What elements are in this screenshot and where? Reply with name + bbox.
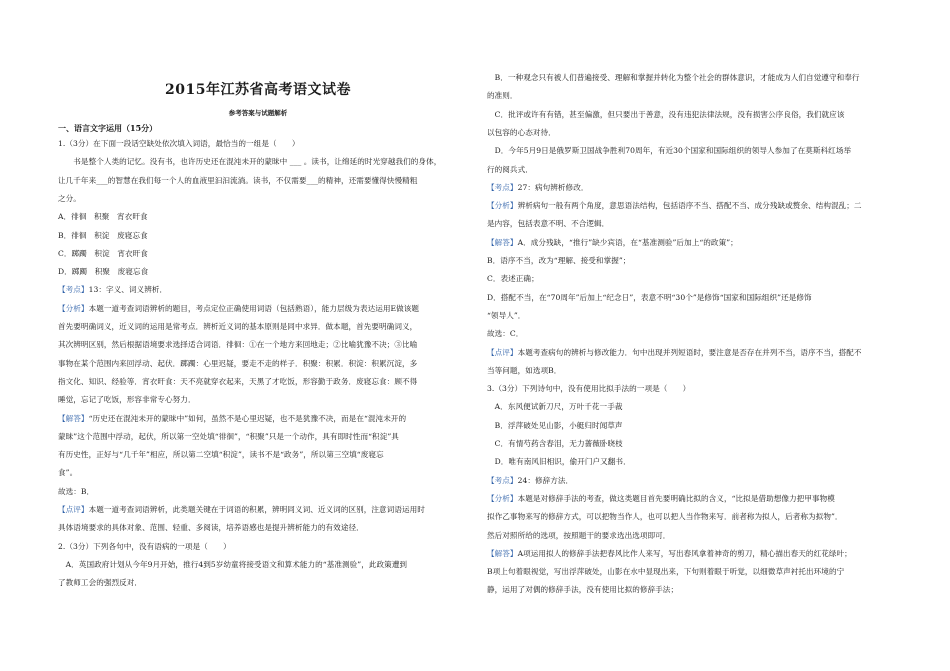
text-line: 故选：C．	[487, 329, 524, 339]
text-line: 静，运用了对偶的修辞手法，没有使用比拟的修辞手法；	[487, 585, 679, 595]
text-line: 【点评】本题考查病句的辨析与修改能力．句中出现并列短语时，要注意是否存在并列不当，语序不当，搭配不	[487, 347, 862, 357]
text-line: 1.（3分）在下面一段话空缺处依次填入词语，最恰当的一组是（ ）	[58, 139, 300, 148]
text-line: A．东风便试新刀尺，万叶千花一手裁	[487, 402, 623, 412]
text-line: B项上句着眼视觉，写出浮萍破处，山影在水中显现出来，下句则着眼于听觉，以细微草声衬托出环境的宁	[487, 567, 845, 577]
text-line: B．一种观念只有被人们普遍接受、理解和掌握并转化为整个社会的群体意识，才能成为人们自觉遵守和奉行	[487, 73, 860, 82]
text-line: 故选：B．	[58, 486, 95, 496]
text-line: 【点评】本题一道考查词语辨析，此类题关键在于词语的积累，辨明同义词、近义词的区别，注意词语运用时	[58, 505, 425, 514]
text-line: 【考点】27：病句辨析修改．	[487, 182, 589, 192]
text-line: C．有情芍药含春泪，无力蔷薇卧晓枝	[487, 439, 623, 448]
text-line: 3.（3分）下列诗句中，没有使用比拟手法的一项是（ ）	[487, 384, 691, 394]
text-line: 具体语境要求的具体对象、范围、轻重、多阅读，培养语感也是提升辨析能力的有效途径．	[58, 523, 364, 533]
text-line: D．搭配不当，在“70周年”后加上“纪念日”，表意不明“30个”是修饰“国家和国际组织”还是修饰	[487, 292, 812, 302]
text-line: C．表述正确；	[487, 274, 539, 284]
text-line: C．批评或许有有错，甚至偏激，但只要出于善意，没有违犯法律法规，没有损害公序良俗，我们就应该	[487, 109, 845, 119]
text-line: 首先要明确词义，近义词的运用是常考点．辨析近义词的基本原则是同中求异．做本题，首先要明确词义，	[58, 322, 418, 331]
text-line: D．踯躅 积聚 废寝忘食	[58, 267, 149, 277]
text-line: 【解答】“历史还在混沌未开的蒙昧中”如何，虽然不是心里迟疑，也不是犹豫不决，而是在“混沌未开的	[58, 413, 407, 423]
text-line: 睡觉，忘记了吃饭，形容非常专心努力．	[58, 395, 196, 405]
text-line: B．徘徊 积淀 废寝忘食	[58, 230, 148, 240]
section-heading: 一、语言文字运用（15分）	[58, 123, 158, 133]
text-line: 【考点】24：修辞方法．	[487, 475, 574, 485]
text-line: 蒙昧”这个范围中浮动，起伏，所以第一空处填“徘徊”，“积聚”只是一个动作，具有即时性而“积淀”具	[58, 431, 399, 441]
text-line: 【解答】A．成分残缺，“推行”缺少宾语，在“基准测验”后加上“的政策”；	[487, 237, 738, 247]
page-subtitle: 参考答案与试题解析	[228, 109, 288, 117]
text-line: 之分。	[58, 193, 81, 203]
text-line: A．徘徊 积聚 宵衣旰食	[58, 212, 148, 222]
text-line: 其次辨明区别，然后根据语境要求选择适合词语．徘徊：①在一个地方来回地走；②比喻犹豫不决；③比喻	[58, 340, 418, 350]
text-line: 【分析】本题一道考查词语辨析的题目，考点定位正确使用词语（包括熟语），能力层级为表达运用E做该题	[58, 303, 420, 313]
text-line: A．英国政府计划从今年9月开始，推行4到5岁幼童将接受语文和算术能力的“基准测验”，此政策遭到	[58, 559, 408, 569]
text-line: B．浮萍破处见山影，小艇归时闻草声	[487, 420, 623, 430]
text-line: 让几千年来___的智慧在我们每一个人的血液里汩汩流淌。读书，不仅需要___的精神，还需要懂得快慢精粗	[58, 175, 418, 185]
text-line: 【分析】辨析病句一般有两个角度，意思语法结构，包括语序不当、搭配不当、成分残缺或赘余、结构混乱；二	[487, 201, 862, 211]
text-line: 【解答】A项运用拟人的修辞手法把春风比作人来写，写出春风拿着神奇的剪刀，精心描出春天的红花绿叶；	[487, 548, 852, 558]
text-line: C．踯躅 积淀 宵衣旰食	[58, 248, 148, 258]
text-line: 指文化、知识、经验等．宵衣旰食：天不亮就穿衣起来，天黑了才吃饭，形容勤于政务．废寝忘食：顾不得	[58, 376, 418, 386]
text-line: 了教师工会的强烈反对．	[58, 578, 143, 588]
text-line: 的准则．	[487, 91, 518, 101]
text-line: “领导人”．	[487, 310, 526, 320]
text-line: 当等问题，如选项B．	[487, 365, 562, 375]
text-line: 书是整个人类的记忆。没有书，也许历史还在混沌未开的蒙昧中 ___ 。读书，让绵延的时光穿越我们的身体，	[58, 157, 442, 167]
text-line: 2.（3分）下列各句中，没有语病的一项是（ ）	[58, 541, 231, 551]
text-line: 然后对照所给的选项，按照题干的要求选出选项即可．	[487, 530, 671, 540]
text-line: 事物在某个范围内来回浮动、起伏．踯躅：心里迟疑，要走不走的样子．积聚：积累．积淀：积累沉淀，多	[58, 358, 418, 368]
text-line: 是内容，包括表意不明、不合逻辑．	[487, 219, 610, 229]
text-line: 有历史性，正好与“几千年”相应，所以第二空填“积淀”，读书不是“政务”，所以第三空填“废寝忘	[58, 450, 384, 460]
text-line: D．唯有南风旧相识，偷开门户又翻书．	[487, 457, 631, 467]
text-line: 【分析】本题是对修辞手法的考查，做这类题目首先要明确比拟的含义，“比拟是借助想像力把甲事物模	[487, 493, 835, 503]
text-line: 拟作乙事物来写的修辞方式，可以把物当作人，也可以把人当作物来写．前者称为拟人，后者称为拟物”．	[487, 512, 843, 522]
text-line: B．语序不当，改为“理解、接受和掌握”；	[487, 256, 631, 265]
text-line: 【考点】13：字义、词义辨析．	[58, 285, 168, 295]
page-title: 2015年江苏省高考语文试卷	[165, 82, 351, 98]
text-line: 以包容的心态对待．	[487, 127, 556, 137]
text-line: D．今年5月9日是俄罗斯卫国战争胜利70周年，有近30个国家和国际组织的领导人参加了在莫斯科红场举	[487, 146, 852, 156]
text-line: 行的阅兵式．	[487, 164, 533, 174]
text-line: 食”。	[58, 468, 78, 478]
